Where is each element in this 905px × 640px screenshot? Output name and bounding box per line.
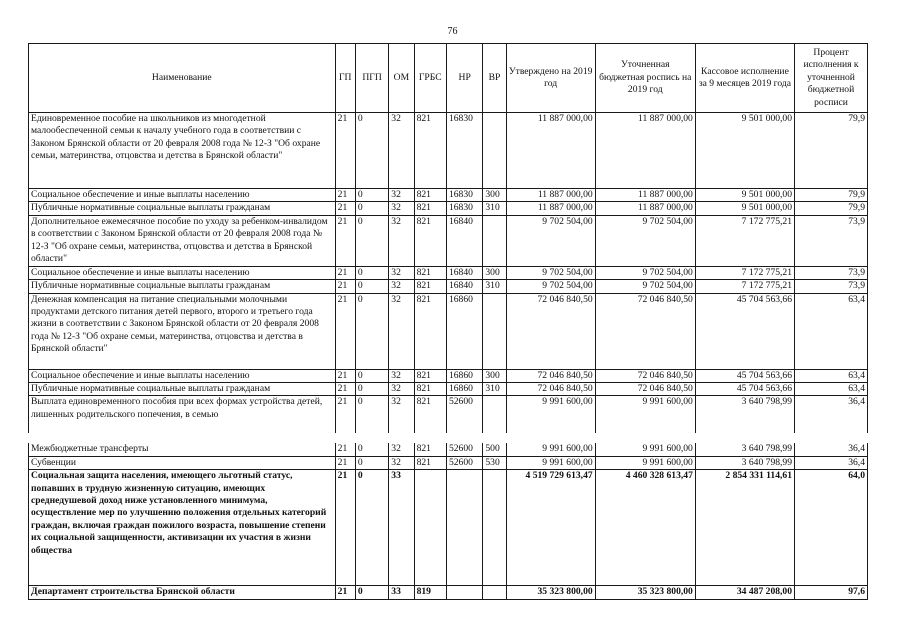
budget-table bbox=[28, 43, 868, 600]
row-refined: 72 046 840,50 bbox=[595, 369, 695, 382]
row-om: 32 bbox=[389, 383, 414, 396]
row-percent: 73,9 bbox=[795, 266, 868, 279]
page-number: 76 bbox=[447, 26, 458, 37]
row-vr: 530 bbox=[483, 456, 506, 469]
row-ppgp: 0 bbox=[355, 470, 388, 586]
row-gp: 21 bbox=[335, 383, 355, 396]
row-ppgp: 0 bbox=[355, 456, 388, 469]
row-om: 33 bbox=[389, 586, 414, 599]
row-refined: 9 991 600,00 bbox=[595, 438, 695, 456]
row-ppgp: 0 bbox=[355, 396, 388, 439]
row-name: Дополнительное ежемесячное пособие по уходу за ребенком-инвалидом в соответствии с Законом Брянской области от 20 февраля 2008 года № 12-З "Об охране семьи, материнства, отцовства и детства в Брянской области" bbox=[29, 215, 336, 266]
row-om: 32 bbox=[389, 369, 414, 382]
row-grbs: 821 bbox=[414, 280, 446, 293]
row-refined: 72 046 840,50 bbox=[595, 383, 695, 396]
row-np: 16830 bbox=[446, 189, 482, 202]
row-approved: 35 323 800,00 bbox=[506, 586, 595, 599]
row-vr: 310 bbox=[483, 383, 506, 396]
row-name: Единовременное пособие на школьников из многодетной малообеспеченной семьи к началу учебного года в соответствии с Законом Брянской области от 20 февраля 2008 года № 12-З "Об охране семьи, материнства, отцовства и детства в Брянской области" bbox=[29, 113, 336, 189]
header-gp: ГП bbox=[335, 44, 355, 113]
row-cash: 7 172 775,21 bbox=[695, 280, 794, 293]
row-vr bbox=[483, 113, 506, 189]
row-approved: 11 887 000,00 bbox=[506, 113, 595, 189]
header-percent: Процент исполнения к уточненной бюджетной росписи bbox=[795, 44, 868, 113]
row-cash: 7 172 775,21 bbox=[695, 266, 794, 279]
row-approved: 72 046 840,50 bbox=[506, 369, 595, 382]
row-ppgp: 0 bbox=[355, 202, 388, 215]
row-gp: 21 bbox=[335, 438, 355, 456]
table-row bbox=[29, 586, 868, 599]
row-vr: 310 bbox=[483, 202, 506, 215]
row-gp: 21 bbox=[335, 189, 355, 202]
row-name: Выплата единовременного пособия при всех формах устройства детей, лишенных родительского попечения, в семью bbox=[29, 396, 336, 439]
header-name: Наименование bbox=[29, 44, 336, 113]
row-ppgp: 0 bbox=[355, 280, 388, 293]
row-percent: 73,9 bbox=[795, 280, 868, 293]
row-np: 52600 bbox=[446, 438, 482, 456]
row-approved: 11 887 000,00 bbox=[506, 189, 595, 202]
row-gp: 21 bbox=[335, 586, 355, 599]
row-cash: 9 501 000,00 bbox=[695, 189, 794, 202]
row-om: 32 bbox=[389, 456, 414, 469]
table-row bbox=[29, 189, 868, 202]
row-refined: 11 887 000,00 bbox=[595, 202, 695, 215]
row-np: 16840 bbox=[446, 266, 482, 279]
table-row bbox=[29, 280, 868, 293]
row-percent: 36,4 bbox=[795, 396, 868, 439]
row-approved: 9 702 504,00 bbox=[506, 215, 595, 266]
row-refined: 4 460 328 613,47 bbox=[595, 470, 695, 586]
row-name: Межбюджетные трансферты bbox=[29, 438, 336, 456]
row-ppgp: 0 bbox=[355, 293, 388, 369]
row-grbs: 821 bbox=[414, 383, 446, 396]
row-name: Публичные нормативные социальные выплаты гражданам bbox=[29, 383, 336, 396]
header-om: ОМ bbox=[389, 44, 414, 113]
row-refined: 72 046 840,50 bbox=[595, 293, 695, 369]
row-refined: 9 991 600,00 bbox=[595, 396, 695, 439]
row-percent: 79,9 bbox=[795, 202, 868, 215]
row-vr bbox=[483, 470, 506, 586]
row-om: 32 bbox=[389, 202, 414, 215]
row-name: Департамент строительства Брянской области bbox=[29, 586, 336, 599]
row-approved: 4 519 729 613,47 bbox=[506, 470, 595, 586]
row-cash: 45 704 563,66 bbox=[695, 369, 794, 382]
row-percent: 64,0 bbox=[795, 470, 868, 586]
row-percent: 36,4 bbox=[795, 438, 868, 456]
table-row bbox=[29, 383, 868, 396]
row-vr: 300 bbox=[483, 266, 506, 279]
row-cash: 3 640 798,99 bbox=[695, 438, 794, 456]
header-cash: Кассовое исполнение за 9 месяцев 2019 года bbox=[695, 44, 794, 113]
row-percent: 79,9 bbox=[795, 189, 868, 202]
row-gp: 21 bbox=[335, 202, 355, 215]
row-om: 32 bbox=[389, 266, 414, 279]
row-np bbox=[446, 470, 482, 586]
row-refined: 9 702 504,00 bbox=[595, 280, 695, 293]
row-refined: 9 702 504,00 bbox=[595, 215, 695, 266]
row-grbs: 821 bbox=[414, 456, 446, 469]
row-percent: 97,6 bbox=[795, 586, 868, 599]
row-name: Социальное обеспечение и иные выплаты населению bbox=[29, 369, 336, 382]
row-name: Публичные нормативные социальные выплаты гражданам bbox=[29, 202, 336, 215]
row-name: Социальное обеспечение и иные выплаты населению bbox=[29, 266, 336, 279]
row-np: 16840 bbox=[446, 280, 482, 293]
table-row bbox=[29, 293, 868, 369]
row-ppgp: 0 bbox=[355, 369, 388, 382]
row-approved: 9 991 600,00 bbox=[506, 438, 595, 456]
row-approved: 72 046 840,50 bbox=[506, 293, 595, 369]
row-np bbox=[446, 586, 482, 599]
header-vr: ВР bbox=[483, 44, 506, 113]
row-approved: 9 702 504,00 bbox=[506, 266, 595, 279]
row-grbs: 821 bbox=[414, 266, 446, 279]
header-row bbox=[29, 44, 868, 113]
row-refined: 11 887 000,00 bbox=[595, 189, 695, 202]
row-name: Социальная защита населения, имеющего льготный статус, попавших в трудную жизненную ситуацию, имеющих среднедушевой доход ниже установленного минимума, осуществление мер по улучшению положения отдельных категорий граждан, включая граждан пожилого возраста, повышение степени их социальной защищенности, активизации их участия в жизни общества bbox=[29, 470, 336, 586]
table-row bbox=[29, 266, 868, 279]
row-name: Субвенции bbox=[29, 456, 336, 469]
table-row bbox=[29, 438, 868, 456]
row-gp: 21 bbox=[335, 396, 355, 439]
row-grbs bbox=[414, 470, 446, 586]
row-gp: 21 bbox=[335, 280, 355, 293]
row-vr bbox=[483, 293, 506, 369]
row-om: 32 bbox=[389, 293, 414, 369]
row-np: 16830 bbox=[446, 202, 482, 215]
row-om: 32 bbox=[389, 396, 414, 439]
row-grbs: 821 bbox=[414, 215, 446, 266]
row-grbs: 821 bbox=[414, 113, 446, 189]
row-percent: 63,4 bbox=[795, 383, 868, 396]
row-grbs: 821 bbox=[414, 202, 446, 215]
row-cash: 9 501 000,00 bbox=[695, 202, 794, 215]
row-cash: 45 704 563,66 bbox=[695, 383, 794, 396]
row-ppgp: 0 bbox=[355, 189, 388, 202]
row-om: 32 bbox=[389, 113, 414, 189]
row-vr: 500 bbox=[483, 438, 506, 456]
row-name: Социальное обеспечение и иные выплаты населению bbox=[29, 189, 336, 202]
row-grbs: 821 bbox=[414, 189, 446, 202]
row-om: 33 bbox=[389, 470, 414, 586]
table-row bbox=[29, 456, 868, 469]
row-ppgp: 0 bbox=[355, 266, 388, 279]
row-ppgp: 0 bbox=[355, 113, 388, 189]
row-gp: 21 bbox=[335, 470, 355, 586]
table-row bbox=[29, 396, 868, 439]
row-gp: 21 bbox=[335, 369, 355, 382]
row-refined: 35 323 800,00 bbox=[595, 586, 695, 599]
header-ppgp: ПГП bbox=[355, 44, 388, 113]
row-gp: 21 bbox=[335, 293, 355, 369]
row-np: 52600 bbox=[446, 456, 482, 469]
row-name: Публичные нормативные социальные выплаты гражданам bbox=[29, 280, 336, 293]
row-approved: 9 702 504,00 bbox=[506, 280, 595, 293]
header-refined: Уточненная бюджетная роспись на 2019 год bbox=[595, 44, 695, 113]
row-percent: 63,4 bbox=[795, 293, 868, 369]
row-ppgp: 0 bbox=[355, 383, 388, 396]
row-cash: 2 854 331 114,61 bbox=[695, 470, 794, 586]
row-vr bbox=[483, 215, 506, 266]
row-approved: 72 046 840,50 bbox=[506, 383, 595, 396]
row-vr: 300 bbox=[483, 189, 506, 202]
row-percent: 63,4 bbox=[795, 369, 868, 382]
row-om: 32 bbox=[389, 215, 414, 266]
row-om: 32 bbox=[389, 280, 414, 293]
row-cash: 7 172 775,21 bbox=[695, 215, 794, 266]
row-grbs: 821 bbox=[414, 396, 446, 439]
header-approved: Утверждено на 2019 год bbox=[506, 44, 595, 113]
row-vr: 310 bbox=[483, 280, 506, 293]
row-cash: 3 640 798,99 bbox=[695, 396, 794, 439]
row-name: Денежная компенсация на питание специальными молочными продуктами детского питания детей первого, второго и третьего года жизни в соответствии с Законом Брянской области от 20 февраля 2008 года № 12-З "Об охране семьи, материнства, отцовства и детства в Брянской области" bbox=[29, 293, 336, 369]
table-row bbox=[29, 202, 868, 215]
row-vr bbox=[483, 396, 506, 439]
row-refined: 9 991 600,00 bbox=[595, 456, 695, 469]
row-np: 16860 bbox=[446, 369, 482, 382]
row-np: 16860 bbox=[446, 383, 482, 396]
header-np: НР bbox=[446, 44, 482, 113]
row-ppgp: 0 bbox=[355, 586, 388, 599]
table-row bbox=[29, 470, 868, 586]
row-vr: 300 bbox=[483, 369, 506, 382]
row-gp: 21 bbox=[335, 113, 355, 189]
row-approved: 9 991 600,00 bbox=[506, 456, 595, 469]
table-row bbox=[29, 113, 868, 189]
row-refined: 9 702 504,00 bbox=[595, 266, 695, 279]
header-grbs: ГРБС bbox=[414, 44, 446, 113]
table-body bbox=[29, 113, 868, 600]
row-np: 52600 bbox=[446, 396, 482, 439]
row-cash: 34 487 208,00 bbox=[695, 586, 794, 599]
row-cash: 45 704 563,66 bbox=[695, 293, 794, 369]
row-vr bbox=[483, 586, 506, 599]
row-gp: 21 bbox=[335, 266, 355, 279]
row-gp: 21 bbox=[335, 215, 355, 266]
row-np: 16860 bbox=[446, 293, 482, 369]
row-om: 32 bbox=[389, 189, 414, 202]
table-row bbox=[29, 215, 868, 266]
row-grbs: 821 bbox=[414, 293, 446, 369]
row-grbs: 819 bbox=[414, 586, 446, 599]
row-grbs: 821 bbox=[414, 438, 446, 456]
row-refined: 11 887 000,00 bbox=[595, 113, 695, 189]
row-percent: 73,9 bbox=[795, 215, 868, 266]
row-ppgp: 0 bbox=[355, 438, 388, 456]
table-row bbox=[29, 369, 868, 382]
row-grbs: 821 bbox=[414, 369, 446, 382]
row-percent: 36,4 bbox=[795, 456, 868, 469]
row-ppgp: 0 bbox=[355, 215, 388, 266]
row-om: 32 bbox=[389, 438, 414, 456]
row-approved: 11 887 000,00 bbox=[506, 202, 595, 215]
row-cash: 9 501 000,00 bbox=[695, 113, 794, 189]
row-approved: 9 991 600,00 bbox=[506, 396, 595, 439]
row-cash: 3 640 798,99 bbox=[695, 456, 794, 469]
row-np: 16830 bbox=[446, 113, 482, 189]
row-gp: 21 bbox=[335, 456, 355, 469]
row-percent: 79,9 bbox=[795, 113, 868, 189]
row-np: 16840 bbox=[446, 215, 482, 266]
